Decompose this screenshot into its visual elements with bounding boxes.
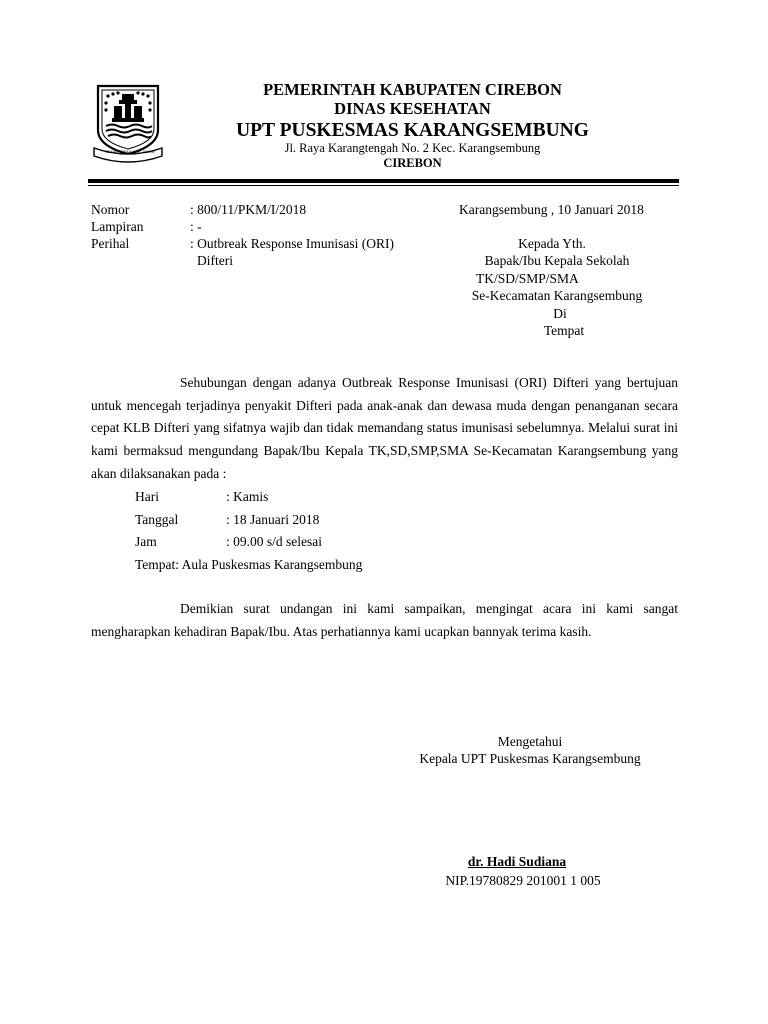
- letterhead-department: DINAS KESEHATAN: [334, 99, 491, 118]
- recipient-line-1: Kepada Yth.: [518, 236, 586, 251]
- signatory-name: dr. Hadi Sudiana: [467, 854, 567, 869]
- letterhead-government: PEMERINTAH KABUPATEN CIREBON: [263, 80, 562, 99]
- letterhead-institution: UPT PUSKESMAS KARANGSEMBUNG: [236, 120, 589, 141]
- perihal-value: : Outbreak Response Imunisasi (ORI): [190, 236, 394, 251]
- signature-block: [400, 733, 660, 768]
- recipient-line-5: Di: [553, 305, 567, 321]
- perihal-label: Perihal: [91, 236, 130, 251]
- hari-value: : Kamis: [226, 489, 269, 504]
- body-paragraph-1: [91, 372, 678, 486]
- letterhead-address: Jl. Raya Karangtengah No. 2 Kec. Karangsembung: [284, 141, 541, 155]
- tanggal-value: : 18 Januari 2018: [226, 512, 320, 527]
- signature-acknowledged: Mengetahui: [497, 734, 563, 749]
- letterhead-city: CIREBON: [383, 156, 442, 170]
- body-paragraph-1-text: Sehubungan dengan adanya Outbreak Response Imunisasi (ORI) Difteri yang bertujuan untuk mencegah terjadinya penyakit Difteri pada anak-anak dan dewasa muda dengan penanganan secara cepat KLB Difteri yang sifatnya wajib dan tidak memandang status imunisasi sebelumnya. Melalui surat ini kami bermaksud mengundang Bapak/Ibu Kepala TK,SD,SMP,SMA Se-Kecamatan Karangsembung yang akan dilaksanakan pada :: [91, 375, 678, 481]
- jam-value: : 09.00 s/d selesai: [226, 534, 322, 549]
- signatory-nip: NIP.19780829 201001 1 005: [445, 873, 601, 888]
- tempat-line: Tempat: Aula Puskesmas Karangsembung: [135, 557, 363, 572]
- recipient-block: [452, 235, 652, 339]
- tanggal-label: Tanggal: [135, 512, 179, 527]
- nomor-label: Nomor: [91, 202, 130, 217]
- recipient-line-2: Bapak/Ibu Kepala Sekolah: [484, 253, 630, 269]
- letterhead-divider-thin: [88, 185, 679, 186]
- lampiran-label: Lampiran: [91, 219, 144, 234]
- place-date: Karangsembung , 10 Januari 2018: [459, 202, 644, 217]
- logo-motto: GEMAH RIPAH LOH JINAWI: [105, 150, 155, 154]
- lampiran-value: : -: [190, 219, 202, 234]
- jam-label: Jam: [135, 534, 157, 549]
- body-paragraph-2: [91, 598, 678, 643]
- body-paragraph-2-text: Demikian surat undangan ini kami sampaikan, mengingat acara ini kami sangat mengharapkan kehadiran Bapak/Ibu. Atas perhatiannya kami ucapkan bannyak terima kasih.: [91, 601, 678, 639]
- signature-position: Kepala UPT Puskesmas Karangsembung: [419, 751, 641, 767]
- recipient-line-4: Se-Kecamatan Karangsembung: [471, 288, 643, 304]
- recipient-line-6: Tempat: [543, 323, 585, 339]
- hari-label: Hari: [135, 489, 159, 504]
- nomor-value: : 800/11/PKM/I/2018: [190, 202, 307, 217]
- recipient-line-3: TK/SD/SMP/SMA: [476, 270, 579, 286]
- perihal-value-continued: Difteri: [197, 253, 233, 268]
- letterhead-divider: [88, 179, 679, 183]
